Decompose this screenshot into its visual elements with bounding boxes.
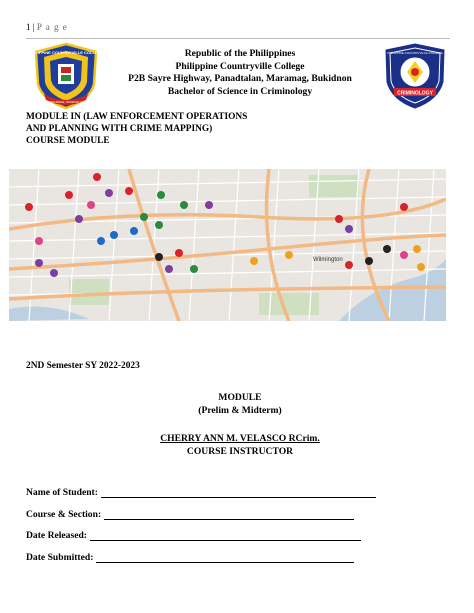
field-label: Course & Section: <box>26 509 102 520</box>
course-instructor <box>110 433 370 458</box>
header-line-3: P2B Sayre Highway, Panadtalan, Maramag, Bukidnon <box>128 73 352 85</box>
blank-line[interactable] <box>104 509 354 520</box>
college-seal-logo <box>30 42 102 115</box>
instructor-name: CHERRY ANN M. VELASCO RCrim. <box>160 433 320 444</box>
page-number: 1 | P a g e <box>26 22 68 32</box>
semester-label: 2ND Semester SY 2022-2023 <box>26 361 140 371</box>
seal-ring-text: PHILIPPINE COUNTRYVILLE COLLEGE <box>387 51 443 55</box>
seal-ribbon-text: KNOWLEDGE, WISDOM, WAY <box>44 100 88 104</box>
map-place-label: Wilmington <box>313 257 343 263</box>
module-type <box>110 392 370 417</box>
blank-line[interactable] <box>101 487 376 498</box>
instructor-role: COURSE INSTRUCTOR <box>186 445 294 457</box>
module-period: (Prelim & Midterm) <box>198 404 282 416</box>
date-submitted-field[interactable] <box>26 552 354 563</box>
student-name-field[interactable] <box>26 487 376 498</box>
module-title-line-2: AND PLANNING WITH CRIME MAPPING) <box>26 124 213 134</box>
document-header <box>110 48 370 98</box>
crime-map-image <box>9 169 446 321</box>
course-section-field[interactable] <box>26 509 354 520</box>
header-line-4: Bachelor of Science in Criminology <box>167 85 313 97</box>
seal-banner-text: CRIMINOLOGY <box>397 90 433 97</box>
module-title-line-3: COURSE MODULE <box>26 136 110 146</box>
blank-line[interactable] <box>96 552 354 563</box>
field-label: Date Submitted: <box>26 552 94 563</box>
module-title <box>26 111 247 147</box>
module-heading: MODULE <box>218 392 262 403</box>
date-released-field[interactable] <box>26 530 361 541</box>
header-line-2: Philippine Countryville College <box>175 60 305 72</box>
field-label: Date Released: <box>26 530 88 541</box>
module-title-line-1: MODULE IN (LAW ENFORCEMENT OPERATIONS <box>26 112 248 122</box>
blank-line[interactable] <box>90 530 361 541</box>
header-divider <box>26 38 450 39</box>
seal-ring-text: PHILIPPINE COUNTRYVILLE COLLEGE <box>30 50 102 55</box>
header-line-1: Republic of the Philippines <box>184 48 296 59</box>
criminology-seal-logo <box>380 42 450 115</box>
field-label: Name of Student: <box>26 487 98 498</box>
